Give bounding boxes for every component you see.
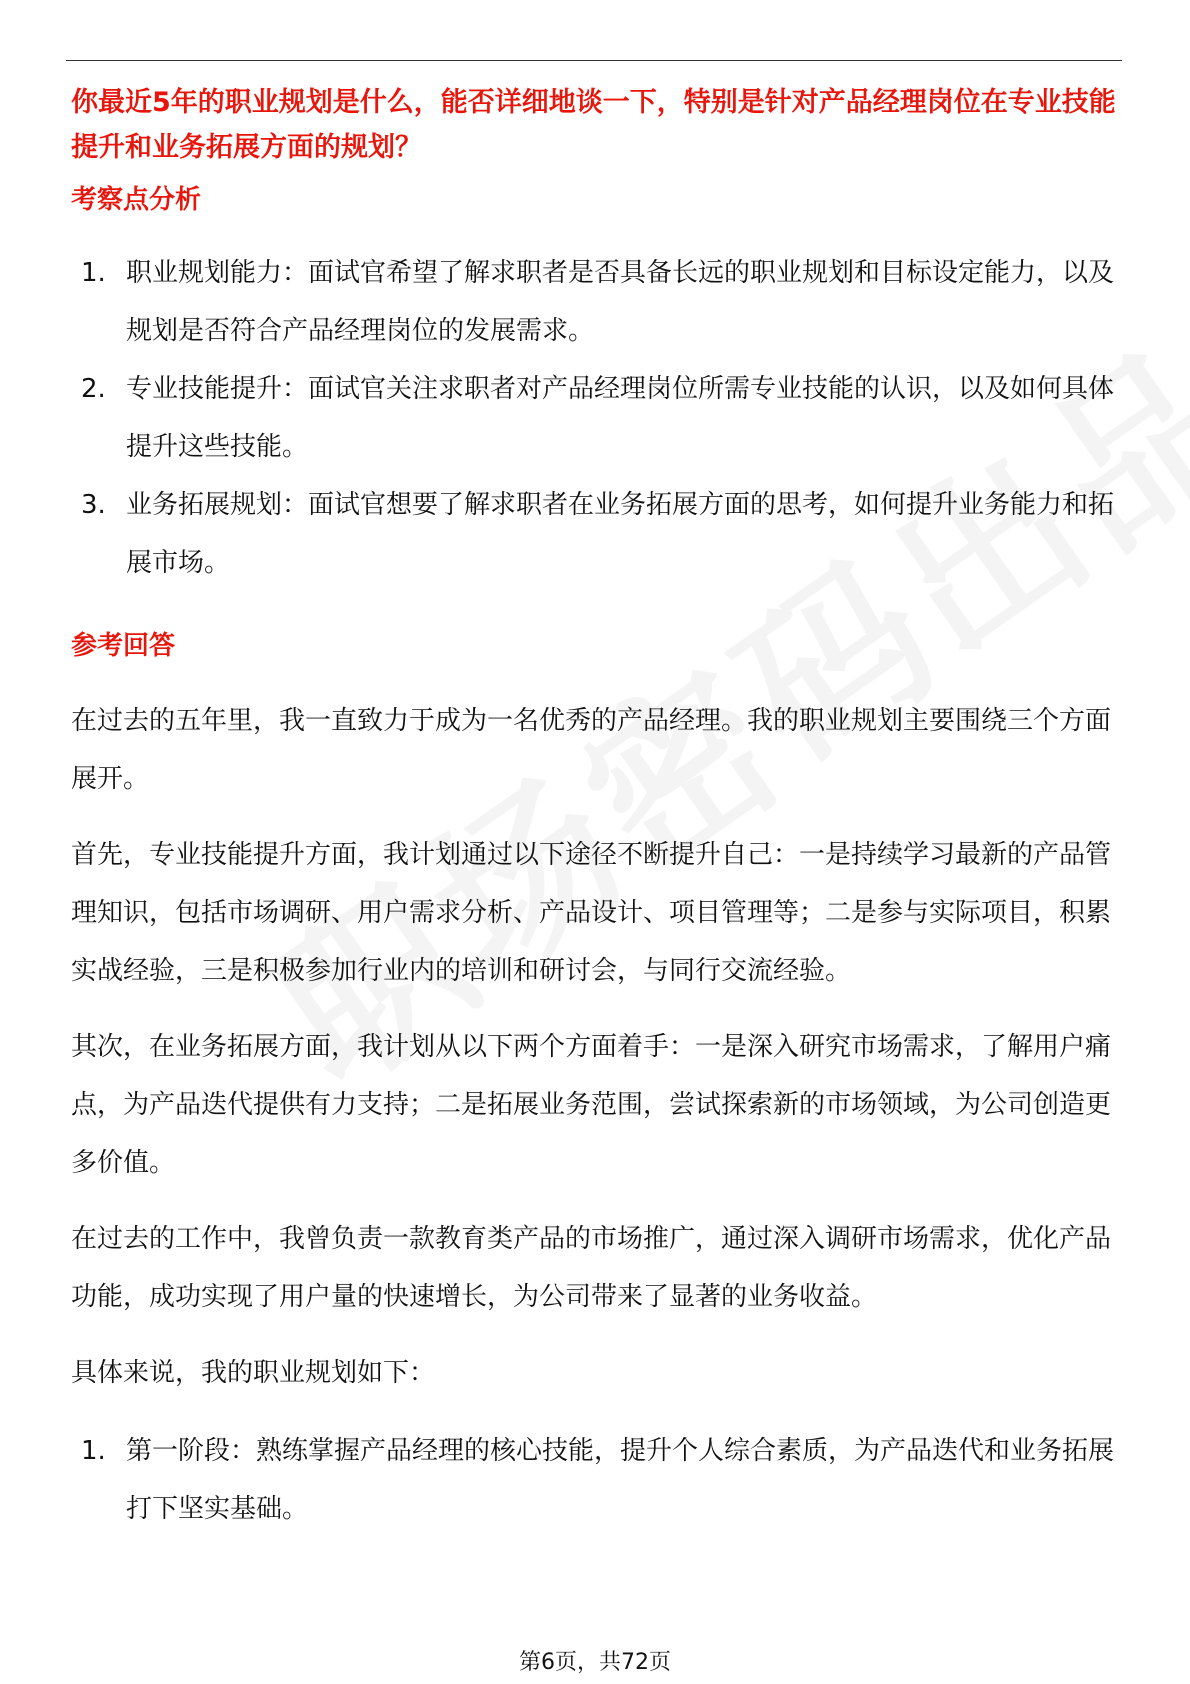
- analysis-item-text: 专业技能提升：面试官关注求职者对产品经理岗位所需专业技能的认识，以及如何具体提升这些技能。: [126, 374, 1115, 462]
- answer-paragraph: 具体来说，我的职业规划如下：: [71, 1358, 436, 1388]
- list-number: 2.: [81, 374, 106, 404]
- interview-question: 你最近5年的职业规划是什么，能否详细地谈一下，特别是针对产品经理岗位在专业技能提升和业务拓展方面的规划？: [71, 87, 1116, 163]
- answer-paragraph: 首先，专业技能提升方面，我计划通过以下途径不断提升自己：一是持续学习最新的产品管理知识，包括市场调研、用户需求分析、产品设计、项目管理等；二是参与实际项目，积累实战经验，三是积极参加行业内的培训和研讨会，与同行交流经验。: [71, 840, 1112, 986]
- answer-body: [71, 692, 1116, 1402]
- list-number: 1.: [81, 1436, 106, 1466]
- document-body: [71, 80, 1116, 1538]
- answer-heading: 参考回答: [71, 631, 176, 661]
- analysis-item: [71, 360, 1116, 476]
- analysis-item: [71, 476, 1116, 592]
- analysis-item-text: 职业规划能力：面试官希望了解求职者是否具备长远的职业规划和目标设定能力，以及规划是否符合产品经理岗位的发展需求。: [126, 258, 1115, 346]
- answer-paragraph: 在过去的工作中，我曾负责一款教育类产品的市场推广，通过深入调研市场需求，优化产品功能，成功实现了用户量的快速增长，为公司带来了显著的业务收益。: [71, 1224, 1112, 1312]
- page-footer: 第6页，共72页: [519, 1650, 671, 1675]
- analysis-heading: 考察点分析: [71, 185, 202, 215]
- list-number: 3.: [81, 490, 106, 520]
- header-rule: [66, 60, 1122, 61]
- plan-list: [71, 1422, 1116, 1538]
- analysis-item: [71, 244, 1116, 360]
- analysis-item-text: 业务拓展规划：面试官想要了解求职者在业务拓展方面的思考，如何提升业务能力和拓展市场。: [126, 490, 1115, 578]
- analysis-list: [71, 244, 1116, 592]
- answer-paragraph: 在过去的五年里，我一直致力于成为一名优秀的产品经理。我的职业规划主要围绕三个方面展开。: [71, 706, 1112, 794]
- answer-paragraph: 其次，在业务拓展方面，我计划从以下两个方面着手：一是深入研究市场需求，了解用户痛点，为产品迭代提供有力支持；二是拓展业务范围，尝试探索新的市场领域，为公司创造更多价值。: [71, 1032, 1112, 1178]
- plan-item: [71, 1422, 1116, 1538]
- list-number: 1.: [81, 258, 106, 288]
- plan-item-text: 第一阶段：熟练掌握产品经理的核心技能，提升个人综合素质，为产品迭代和业务拓展打下坚实基础。: [126, 1436, 1115, 1524]
